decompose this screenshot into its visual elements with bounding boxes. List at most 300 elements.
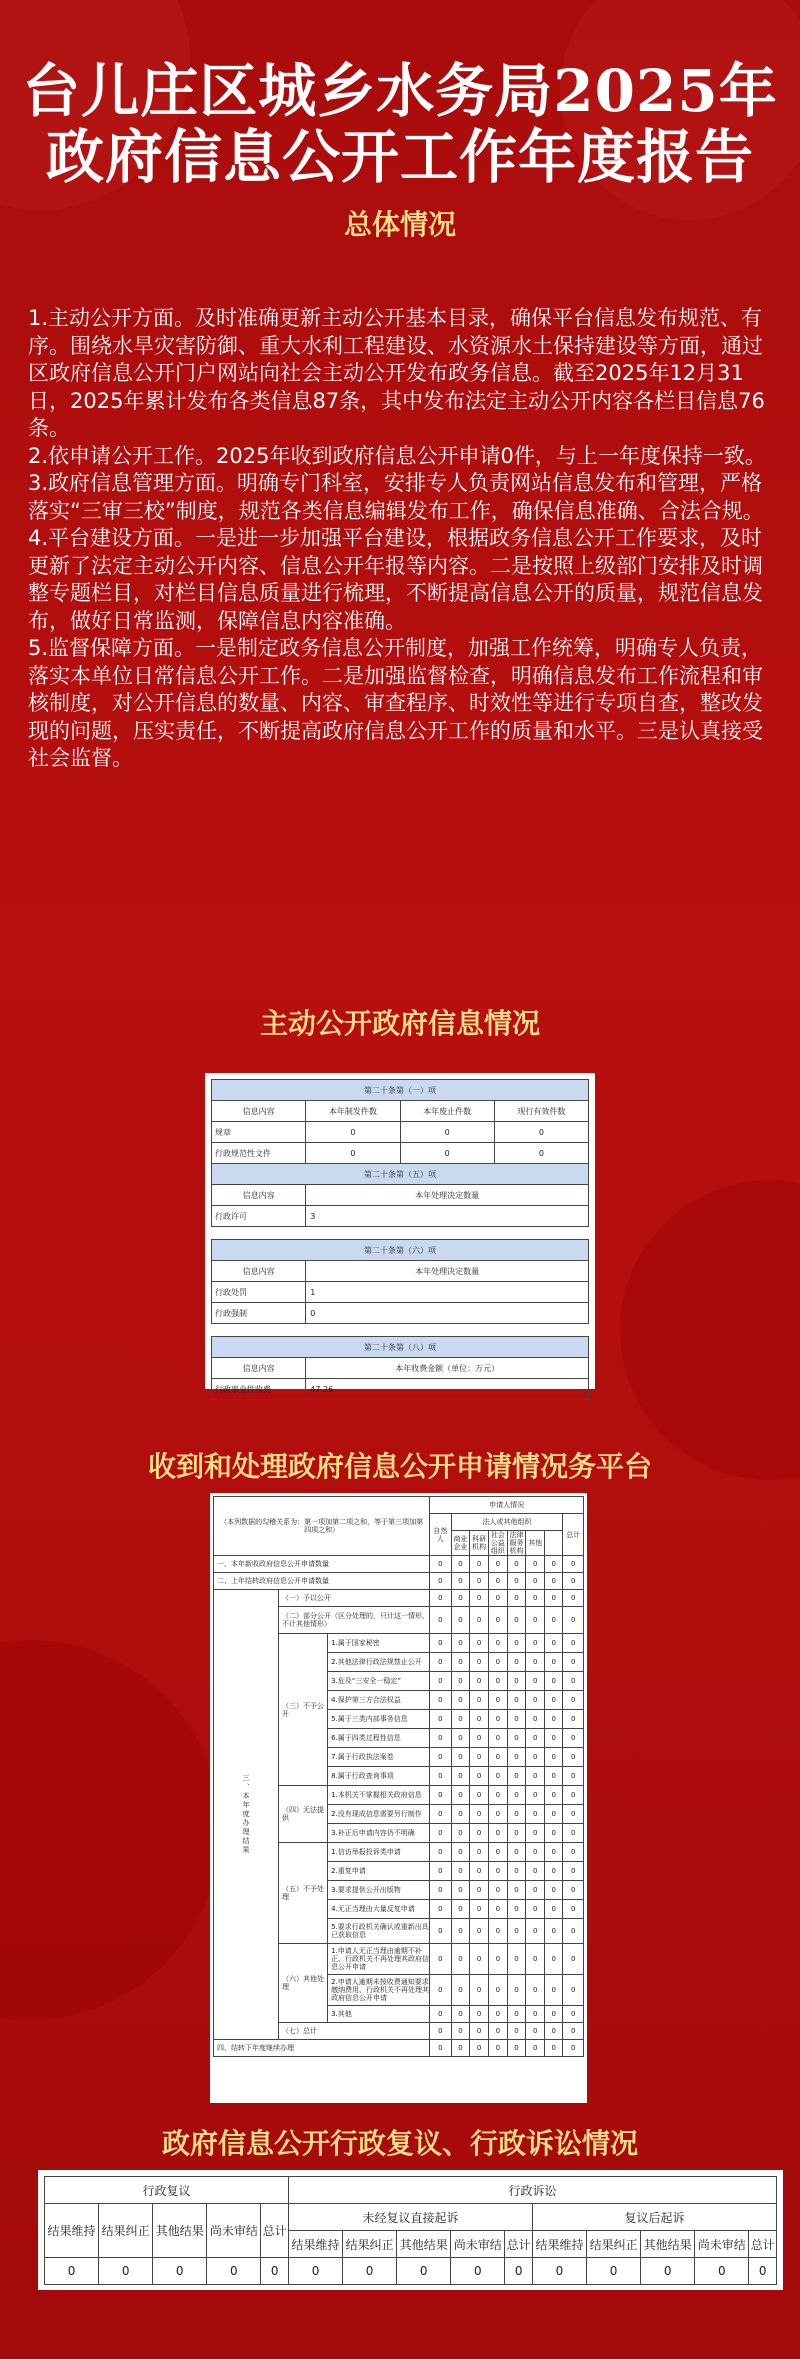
active-disclosure-panel xyxy=(205,1073,595,1394)
table-cell: 0 xyxy=(430,1691,451,1710)
table-cell: 0 xyxy=(488,1556,507,1573)
natural-person-header: 自然人 xyxy=(430,1514,451,1556)
overview-paragraph: 4.平台建设方面。一是进一步加强平台建设，根据政务信息公开工作要求，及时更新了法定主动公开内容、信息公开年报等内容。二是按照上级部门安排及时调整专题栏目，对栏目信息质量进行梳理，不断提高信息公开的质量，规范信息发布，做好日常监测，保障信息内容准确。 xyxy=(28,526,763,633)
table-cell: 0 xyxy=(488,1919,507,1944)
table-cell: 0 xyxy=(563,2006,584,2023)
table-cell: 0 xyxy=(488,2023,507,2040)
table-cell: 0 xyxy=(563,1729,584,1748)
direct-suit-header: 未经复议直接起诉 xyxy=(288,2204,532,2231)
column-header: 其他结果 xyxy=(641,2231,695,2258)
table-cell: 0 xyxy=(430,1805,451,1824)
table-cell: 0 xyxy=(526,1634,545,1653)
row-label: 3.要求提供公开出版物 xyxy=(328,1881,430,1900)
table-cell: 0 xyxy=(507,1786,526,1805)
table-cell: 0 xyxy=(507,1805,526,1824)
table-cell: 0 xyxy=(507,1729,526,1748)
table-cell: 0 xyxy=(526,1843,545,1862)
table-cell: 0 xyxy=(505,2258,533,2285)
table-cell: 0 xyxy=(470,1944,489,1975)
table-cell: 0 xyxy=(470,1900,489,1919)
row-label: 3.其他 xyxy=(328,2006,430,2023)
active-disclosure-table xyxy=(211,1079,589,1400)
table-cell: 0 xyxy=(451,1900,470,1919)
section-apply-title: 收到和处理政府信息公开申请情况务平台 xyxy=(147,1450,652,1483)
table-cell: 0 xyxy=(494,1122,588,1143)
table-cell: 0 xyxy=(587,2258,641,2285)
table-cell: 0 xyxy=(306,1122,400,1143)
table-cell: 0 xyxy=(563,2040,584,2057)
legal-group-header: 法人或其他组织 xyxy=(451,1514,563,1531)
table-cell: 0 xyxy=(526,2040,545,2057)
table-cell: 0 xyxy=(532,2258,586,2285)
review-header: 行政复议 xyxy=(45,2177,289,2204)
table-cell: 0 xyxy=(470,2006,489,2023)
column-header: 总计 xyxy=(749,2231,777,2258)
table-cell: 0 xyxy=(507,1881,526,1900)
table-cell: 0 xyxy=(695,2258,749,2285)
table-cell: 0 xyxy=(470,1748,489,1767)
column-header: 结果维持 xyxy=(45,2204,99,2258)
table-cell: 0 xyxy=(488,1862,507,1881)
table-cell: 3 xyxy=(306,1206,589,1227)
column-header: 尚未审结 xyxy=(207,2204,261,2258)
table-cell: 0 xyxy=(451,1843,470,1862)
table-cell: 0 xyxy=(507,1710,526,1729)
row-label: 4.无正当理由大量反复申请 xyxy=(328,1900,430,1919)
table-cell: 0 xyxy=(488,1672,507,1691)
column-header: 尚未审结 xyxy=(451,2231,505,2258)
column-header: 总计 xyxy=(505,2231,533,2258)
table-cell: 0 xyxy=(545,1843,563,1862)
table-cell: 0 xyxy=(507,1975,526,2006)
table-cell: 0 xyxy=(430,1862,451,1881)
table-cell: 0 xyxy=(526,1805,545,1824)
spacer-row xyxy=(212,1227,589,1240)
table-cell: 0 xyxy=(545,1710,563,1729)
table-cell: 0 xyxy=(526,1900,545,1919)
row-label: 1.申请人无正当理由逾期不补正、行政机关不再处理其政府信息公开申请 xyxy=(328,1944,430,1975)
table-cell: 0 xyxy=(488,1900,507,1919)
table-cell: 0 xyxy=(430,2040,451,2057)
table-cell: 0 xyxy=(563,1710,584,1729)
table-cell: 0 xyxy=(470,2040,489,2057)
table-cell: 0 xyxy=(451,1824,470,1843)
row-label: 3.危及“三安全一稳定” xyxy=(328,1672,430,1691)
table-cell: 0 xyxy=(451,1634,470,1653)
table-cell: 0 xyxy=(507,1691,526,1710)
table-cell: 0 xyxy=(563,1672,584,1691)
table-cell: 0 xyxy=(545,2040,563,2057)
table-cell: 0 xyxy=(430,1767,451,1786)
row-label: 行政许可 xyxy=(212,1206,306,1227)
legal-col-header: 法律服务机构 xyxy=(507,1531,526,1556)
column-header: 信息内容 xyxy=(212,1261,306,1282)
overview-paragraph: 2.依申请公开工作。2025年收到政府信息公开申请0件，与上一年度保持一致。 xyxy=(28,443,766,468)
table-cell: 0 xyxy=(507,1573,526,1590)
table-cell: 0 xyxy=(507,1767,526,1786)
table-cell: 0 xyxy=(430,1881,451,1900)
table-cell: 0 xyxy=(563,1634,584,1653)
table-cell: 0 xyxy=(545,1944,563,1975)
table-cell: 0 xyxy=(430,1634,451,1653)
table-cell: 0 xyxy=(45,2258,99,2285)
table-cell: 0 xyxy=(430,1944,451,1975)
legal-col-header: 其他 xyxy=(526,1531,545,1556)
table-cell: 0 xyxy=(563,1862,584,1881)
table-cell: 0 xyxy=(470,1824,489,1843)
table-cell: 0 xyxy=(526,1573,545,1590)
table-cell: 0 xyxy=(526,1556,545,1573)
table-cell: 0 xyxy=(545,1748,563,1767)
table-cell: 0 xyxy=(451,2006,470,2023)
table-cell: 0 xyxy=(526,1607,545,1634)
table-cell: 0 xyxy=(563,1786,584,1805)
table-cell: 0 xyxy=(430,1786,451,1805)
table-cell: 0 xyxy=(563,1900,584,1919)
table-cell: 0 xyxy=(545,1862,563,1881)
table-cell: 0 xyxy=(470,1767,489,1786)
table-cell: 0 xyxy=(207,2258,261,2285)
row-label: 规章 xyxy=(212,1122,306,1143)
table-cell: 0 xyxy=(430,1748,451,1767)
table-cell: 0 xyxy=(488,1805,507,1824)
table-cell: 0 xyxy=(451,1556,470,1573)
table-cell: 0 xyxy=(545,1590,563,1607)
group-label: （四）无法提供 xyxy=(279,1786,328,1843)
spacer-row xyxy=(212,1324,589,1337)
review-table xyxy=(44,2176,777,2285)
row-label: 8.属于行政查询事项 xyxy=(328,1767,430,1786)
overview-paragraph: 3.政府信息管理方面。明确专门科室，安排专人负责网站信息发布和管理，严格落实“三审三校”制度，规范各类信息编辑发布工作，确保信息准确、合法合规。 xyxy=(28,471,764,523)
table-cell: 0 xyxy=(430,1710,451,1729)
table-cell: 0 xyxy=(451,1975,470,2006)
table-cell: 0 xyxy=(526,1881,545,1900)
table-cell: 0 xyxy=(397,2258,451,2285)
table-cell: 0 xyxy=(470,1786,489,1805)
table-cell: 0 xyxy=(470,1919,489,1944)
table-cell: 0 xyxy=(526,1691,545,1710)
table-cell: 0 xyxy=(451,1919,470,1944)
row-label: 行政处罚 xyxy=(212,1282,306,1303)
column-header: 结果纠正 xyxy=(587,2231,641,2258)
table-cell: 0 xyxy=(488,1748,507,1767)
section-active-title: 主动公开政府信息情况 xyxy=(259,1007,540,1040)
overview-paragraph: 5.监督保障方面。一是制定政务信息公开制度，加强工作统筹，明确专人负责，落实本单位日常信息公开工作。二是加强监督检查，明确信息发布工作流程和审核制度，对公开信息的数量、内容、审查程序、时效性等进行专项自查，整改发现的问题，压实责任，不断提高政府信息公开工作的质量和水平。三是认真接受社会监督。 xyxy=(28,636,763,770)
table-cell: 0 xyxy=(563,1881,584,1900)
table-cell: 0 xyxy=(488,1710,507,1729)
table-cell: 0 xyxy=(563,1843,584,1862)
table-cell: 0 xyxy=(507,1843,526,1862)
table-cell: 0 xyxy=(526,1824,545,1843)
table-cell: 0 xyxy=(470,1843,489,1862)
table-cell: 0 xyxy=(526,1710,545,1729)
table-cell: 0 xyxy=(494,1143,588,1164)
column-header: 其他结果 xyxy=(153,2204,207,2258)
row-label: 1.属于国家秘密 xyxy=(328,1634,430,1653)
table-cell: 0 xyxy=(430,1556,451,1573)
table-cell: 0 xyxy=(526,1672,545,1691)
row-label: （七）总计 xyxy=(279,2023,430,2040)
total-header: 总计 xyxy=(563,1514,584,1556)
table-cell: 0 xyxy=(451,1786,470,1805)
table-cell: 0 xyxy=(641,2258,695,2285)
overview-paragraph: 1.主动公开方面。及时准确更新主动公开基本目录，确保平台信息发布规范、有序。围绕水旱灾害防御、重大水利工程建设、水资源水土保持建设等方面，通过区政府信息公开门户网站向社会主动公开发布政务信息。截至2025年12月31日，2025年累计发布各类信息87条，其中发布法定主动公开内容各栏目信息76条。 xyxy=(28,306,765,440)
table-cell: 0 xyxy=(470,1573,489,1590)
report-title-line1: 台儿庄区城乡水务局2025年 xyxy=(22,57,778,125)
review-panel xyxy=(38,2170,783,2290)
table-cell: 0 xyxy=(451,1672,470,1691)
group-label: （三）不予公开 xyxy=(279,1634,328,1786)
overview-text xyxy=(28,305,778,773)
group-label: （五）不予处理 xyxy=(279,1843,328,1944)
table-cell: 0 xyxy=(526,1729,545,1748)
table-cell: 0 xyxy=(430,1919,451,1944)
table-cell: 0 xyxy=(451,1805,470,1824)
table-corner-note: （本列数据的勾稽关系为：第一项加第二项之和，等于第三项加第四项之和） xyxy=(214,1497,430,1556)
table-cell: 0 xyxy=(400,1122,494,1143)
legal-col-header: 科研机构 xyxy=(470,1531,489,1556)
table-cell: 0 xyxy=(488,1653,507,1672)
table-cell: 0 xyxy=(749,2258,777,2285)
column-header: 本年处理决定数量 xyxy=(306,1185,589,1206)
table-cell: 0 xyxy=(563,1590,584,1607)
row-label: 5.要求行政机关确认或重新出具已获取信息 xyxy=(328,1919,430,1944)
table-cell: 0 xyxy=(545,1653,563,1672)
row-label: 四、结转下年度继续办理 xyxy=(214,2040,430,2057)
table-cell: 0 xyxy=(563,1573,584,1590)
column-header: 尚未审结 xyxy=(695,2231,749,2258)
row-label: （一）予以公开 xyxy=(279,1590,430,1607)
table-cell: 0 xyxy=(451,1767,470,1786)
table-cell: 0 xyxy=(451,1944,470,1975)
row-label: 行政强制 xyxy=(212,1303,306,1324)
table-cell: 0 xyxy=(451,1590,470,1607)
table-cell: 0 xyxy=(507,2006,526,2023)
table-cell: 0 xyxy=(430,1900,451,1919)
table-cell: 0 xyxy=(526,2006,545,2023)
table-cell: 0 xyxy=(563,1556,584,1573)
table-cell: 0 xyxy=(545,1672,563,1691)
table-cell: 0 xyxy=(261,2258,289,2285)
table-cell: 0 xyxy=(488,1786,507,1805)
table-cell: 0 xyxy=(451,1748,470,1767)
table-cell: 0 xyxy=(545,1805,563,1824)
column-header: 其他结果 xyxy=(397,2231,451,2258)
table-cell: 0 xyxy=(306,1143,400,1164)
legal-col-header: 商业企业 xyxy=(451,1531,470,1556)
row-label: 6.属于四类过程性信息 xyxy=(328,1729,430,1748)
column-header: 总计 xyxy=(261,2204,289,2258)
table-cell: 0 xyxy=(526,2023,545,2040)
table-cell: 0 xyxy=(507,1672,526,1691)
table-cell: 0 xyxy=(451,1729,470,1748)
table-cell: 0 xyxy=(470,1710,489,1729)
table-cell: 0 xyxy=(507,1590,526,1607)
table-cell: 0 xyxy=(526,1653,545,1672)
column-header: 现行有效件数 xyxy=(494,1101,588,1122)
table-cell: 0 xyxy=(470,1975,489,2006)
table-cell: 0 xyxy=(451,2023,470,2040)
table-cell: 0 xyxy=(507,1919,526,1944)
table-cell: 0 xyxy=(430,1573,451,1590)
row-label: 2.申请人逾期未按收费通知要求缴纳费用、行政机关不再处理其政府信息公开申请 xyxy=(328,1975,430,2006)
table-cell: 0 xyxy=(507,1900,526,1919)
column-header: 结果维持 xyxy=(288,2231,342,2258)
table-cell: 0 xyxy=(451,1653,470,1672)
table-row xyxy=(214,1590,584,1607)
table-cell: 0 xyxy=(430,2023,451,2040)
table-cell: 0 xyxy=(343,2258,397,2285)
table-cell: 0 xyxy=(470,1634,489,1653)
table-cell: 1 xyxy=(306,1282,589,1303)
table-cell: 0 xyxy=(507,1556,526,1573)
column-header: 信息内容 xyxy=(212,1185,306,1206)
table-cell: 0 xyxy=(430,1607,451,1634)
table-cell: 0 xyxy=(563,2023,584,2040)
table-cell: 0 xyxy=(545,1767,563,1786)
table-cell: 0 xyxy=(563,1944,584,1975)
column-header: 信息内容 xyxy=(212,1101,306,1122)
table-cell: 0 xyxy=(430,1653,451,1672)
table-cell: 0 xyxy=(470,1805,489,1824)
row-label: 2.重复申请 xyxy=(328,1862,430,1881)
column-header: 本年处理决定数量 xyxy=(306,1261,589,1282)
table-cell: 47.26 xyxy=(306,1379,589,1400)
table-cell: 0 xyxy=(507,1862,526,1881)
table-cell: 0 xyxy=(451,1573,470,1590)
table-cell: 0 xyxy=(488,2006,507,2023)
table-cell: 0 xyxy=(545,1975,563,2006)
table-cell: 0 xyxy=(545,2023,563,2040)
row-label: 3.补正后申请内容仍不明确 xyxy=(328,1824,430,1843)
table-cell: 0 xyxy=(526,1767,545,1786)
table-cell: 0 xyxy=(400,1143,494,1164)
section-review-title: 政府信息公开行政复议、行政诉讼情况 xyxy=(161,2127,638,2160)
table-band: 第二十条第（一）项 xyxy=(212,1080,589,1101)
table-cell: 0 xyxy=(545,1919,563,1944)
table-cell: 0 xyxy=(526,1919,545,1944)
table-cell: 0 xyxy=(563,1805,584,1824)
table-cell: 0 xyxy=(488,1573,507,1590)
table-cell: 0 xyxy=(430,1843,451,1862)
table-cell: 0 xyxy=(563,1691,584,1710)
table-cell: 0 xyxy=(488,1607,507,1634)
table-cell: 0 xyxy=(563,1748,584,1767)
table-cell: 0 xyxy=(470,1590,489,1607)
table-cell: 0 xyxy=(488,1767,507,1786)
table-cell: 0 xyxy=(488,1691,507,1710)
applicant-header: 申请人情况 xyxy=(430,1497,584,1514)
section-overview-title: 总体情况 xyxy=(343,208,456,241)
row-label: 行政规范性文件 xyxy=(212,1143,306,1164)
table-cell: 0 xyxy=(563,1824,584,1843)
report-title-line2: 政府信息公开工作年度报告 xyxy=(45,123,754,191)
table-cell: 0 xyxy=(507,1653,526,1672)
table-cell: 0 xyxy=(545,1556,563,1573)
table-cell: 0 xyxy=(153,2258,207,2285)
table-cell: 0 xyxy=(470,1556,489,1573)
column-header: 信息内容 xyxy=(212,1358,306,1379)
table-cell: 0 xyxy=(563,1975,584,2006)
table-cell: 0 xyxy=(488,1729,507,1748)
row-label: 4.保护第三方合法权益 xyxy=(328,1691,430,1710)
table-cell: 0 xyxy=(488,1634,507,1653)
row-label: 1.本机关不掌握相关政府信息 xyxy=(328,1786,430,1805)
table-cell: 0 xyxy=(488,1944,507,1975)
table-band: 第二十条第（六）项 xyxy=(212,1240,589,1261)
column-header: 结果纠正 xyxy=(99,2204,153,2258)
table-cell: 0 xyxy=(507,1824,526,1843)
table-cell: 0 xyxy=(470,1607,489,1634)
application-panel xyxy=(210,1493,587,2103)
table-band: 第二十条第（五）项 xyxy=(212,1164,589,1185)
table-cell: 0 xyxy=(470,1653,489,1672)
table-cell: 0 xyxy=(563,1607,584,1634)
table-cell: 0 xyxy=(507,2040,526,2057)
table-cell: 0 xyxy=(545,1881,563,1900)
table-cell: 0 xyxy=(430,1824,451,1843)
table-cell: 0 xyxy=(545,1786,563,1805)
column-header: 本年废止件数 xyxy=(400,1101,494,1122)
application-table xyxy=(213,1496,584,2057)
table-cell: 0 xyxy=(430,1672,451,1691)
table-cell: 0 xyxy=(545,1691,563,1710)
row-label: 7.属于行政执法案卷 xyxy=(328,1748,430,1767)
table-cell: 0 xyxy=(507,1607,526,1634)
table-cell: 0 xyxy=(545,1824,563,1843)
row-label: 一、本年新收政府信息公开申请数量 xyxy=(214,1556,430,1573)
row-label: 2.没有现成信息需要另行制作 xyxy=(328,1805,430,1824)
table-cell: 0 xyxy=(430,1590,451,1607)
table-cell: 0 xyxy=(545,1900,563,1919)
table-cell: 0 xyxy=(507,1944,526,1975)
litigation-header: 行政诉讼 xyxy=(288,2177,776,2204)
column-header: 本年制发件数 xyxy=(306,1101,400,1122)
table-cell: 0 xyxy=(488,2040,507,2057)
table-band: 第二十条第（八）项 xyxy=(212,1337,589,1358)
table-cell: 0 xyxy=(99,2258,153,2285)
row-label: 1.信访举报投诉类申请 xyxy=(328,1843,430,1862)
table-cell: 0 xyxy=(470,1691,489,1710)
column-header: 本年收费金额（单位：万元） xyxy=(306,1358,589,1379)
table-cell: 0 xyxy=(451,1710,470,1729)
row-label: 行政事业性收费 xyxy=(212,1379,306,1400)
row-label: 二、上年结转政府信息公开申请数量 xyxy=(214,1573,430,1590)
table-cell: 0 xyxy=(430,1729,451,1748)
table-cell: 0 xyxy=(507,2023,526,2040)
table-cell: 0 xyxy=(526,1590,545,1607)
group-label: （六）其他处理 xyxy=(279,1944,328,2023)
table-cell: 0 xyxy=(430,2006,451,2023)
column-header: 结果维持 xyxy=(532,2231,586,2258)
table-cell: 0 xyxy=(470,1729,489,1748)
table-cell: 0 xyxy=(451,1691,470,1710)
table-cell: 0 xyxy=(545,1607,563,1634)
table-cell: 0 xyxy=(488,1590,507,1607)
table-cell: 0 xyxy=(545,2006,563,2023)
table-cell: 0 xyxy=(470,2023,489,2040)
row-label: 2.其他法律行政法规禁止公开 xyxy=(328,1653,430,1672)
table-cell: 0 xyxy=(526,1862,545,1881)
table-cell: 0 xyxy=(545,1573,563,1590)
table-row xyxy=(214,1573,584,1590)
table-cell: 0 xyxy=(507,1634,526,1653)
table-cell: 0 xyxy=(507,1748,526,1767)
row-label: （二）部分公开（区分处理的，只计这一情形，不计其他情形） xyxy=(279,1607,430,1634)
table-cell: 0 xyxy=(545,1729,563,1748)
table-row xyxy=(214,2040,584,2057)
table-cell: 0 xyxy=(451,1881,470,1900)
